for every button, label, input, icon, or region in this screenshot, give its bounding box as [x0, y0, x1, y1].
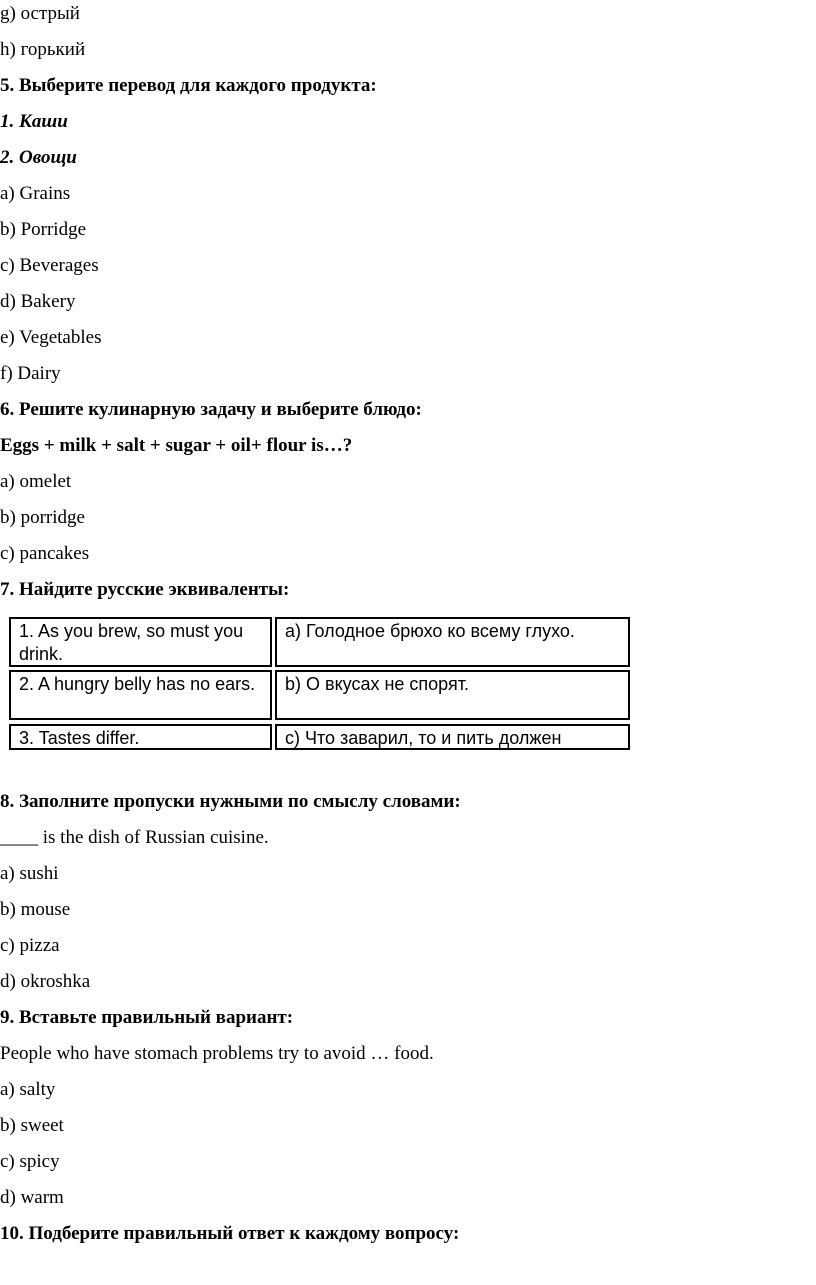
question-6-prompt: Eggs + milk + salt + sugar + oil+ flour is…?	[0, 435, 353, 456]
question-5-option-f: f) Dairy	[0, 363, 61, 384]
option-h: h) горький	[0, 39, 86, 60]
question-6-option-b: b) porridge	[0, 507, 85, 528]
question-7-title: 7. Найдите русские эквиваленты:	[0, 579, 290, 600]
question-8-prompt: ____ is the dish of Russian cuisine.	[0, 827, 269, 848]
question-5-option-c: c) Beverages	[0, 255, 99, 276]
question-5-item-1: 1. Каши	[0, 111, 68, 132]
table-row-2-left: 2. A hungry belly has no ears.	[9, 670, 272, 720]
question-8-option-a: a) sushi	[0, 863, 59, 884]
table-row-1-left: 1. As you brew, so must you drink.	[9, 617, 272, 667]
question-8-option-b: b) mouse	[0, 899, 71, 920]
option-g: g) острый	[0, 3, 80, 24]
question-5-option-b: b) Porridge	[0, 219, 87, 240]
question-8-option-d: d) okroshka	[0, 971, 91, 992]
table-row-3-right: c) Что заварил, то и пить должен	[275, 724, 630, 750]
question-6-title: 6. Решите кулинарную задачу и выберите блюдо:	[0, 399, 422, 420]
question-5-title: 5. Выберите перевод для каждого продукта:	[0, 75, 377, 96]
table-row-2-right: b) О вкусах не спорят.	[275, 670, 630, 720]
question-9-prompt: People who have stomach problems try to avoid … food.	[0, 1043, 434, 1064]
question-5-option-e: e) Vegetables	[0, 327, 102, 348]
question-8-title: 8. Заполните пропуски нужными по смыслу словами:	[0, 791, 461, 812]
question-6-option-c: c) pancakes	[0, 543, 90, 564]
question-5-item-2: 2. Овощи	[0, 147, 77, 168]
question-9-option-b: b) sweet	[0, 1115, 64, 1136]
question-9-option-a: a) salty	[0, 1079, 56, 1100]
question-9-option-d: d) warm	[0, 1187, 64, 1208]
table-row-3-left: 3. Tastes differ.	[9, 724, 272, 750]
question-6-option-a: a) omelet	[0, 471, 72, 492]
question-5-option-d: d) Bakery	[0, 291, 76, 312]
question-9-title: 9. Вставьте правильный вариант:	[0, 1007, 294, 1028]
table-row-1-right: a) Голодное брюхо ко всему глухо.	[275, 617, 630, 667]
question-10-title: 10. Подберите правильный ответ к каждому вопросу:	[0, 1223, 460, 1244]
question-8-option-c: c) pizza	[0, 935, 60, 956]
question-9-option-c: c) spicy	[0, 1151, 60, 1172]
question-5-option-a: a) Grains	[0, 183, 71, 204]
